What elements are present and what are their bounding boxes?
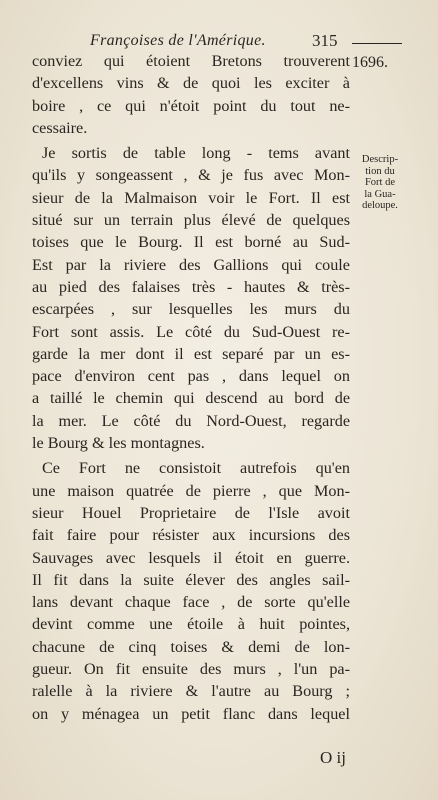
- margin-note-line: tion du: [365, 165, 395, 177]
- text-line: une maison quatrée de pierre , que Mon-: [32, 481, 350, 500]
- text-line: sieur de la Malmaison voir le Fort. Il est: [32, 188, 350, 207]
- text-line: ralelle à la riviere & l'autre au Bourg ;: [32, 682, 350, 701]
- text-line: situé sur un terrain plus élevé de quelques: [32, 211, 350, 230]
- text-line: Fort sont assis. Le côté du Sud-Ouest re-: [32, 322, 350, 341]
- text-line: au pied des falaises très - hautes & très-: [32, 277, 350, 296]
- text-line: sieur Houel Proprietaire de l'Isle avoit: [32, 503, 350, 522]
- header-rule: [352, 43, 402, 44]
- year-margin: 1696.: [352, 54, 388, 71]
- text-line: Il fit dans la suite élever des angles sail-: [32, 570, 350, 589]
- text-line: lans devant chaque face , de sorte qu'elle: [32, 593, 350, 612]
- text-line: pace d'environ cent pas , dans lequel on: [32, 367, 350, 386]
- text-line: fait faire pour résister aux incursions des: [32, 526, 350, 545]
- text-line: Est par la riviere des Gallions qui coule: [32, 255, 350, 274]
- margin-note: [350, 154, 410, 212]
- text-line: on y ménagea un petit flanc dans lequel: [32, 704, 350, 723]
- margin-note-line: Fort de: [364, 177, 396, 188]
- text-line: chacune de cinq toises & demi de lon-: [32, 637, 350, 656]
- text-line: qu'ils y songeassent , & je fus avec Mon-: [32, 166, 350, 185]
- signature-mark: O ij: [320, 748, 346, 767]
- paragraph-1: [32, 50, 350, 139]
- paragraph-3: [32, 457, 350, 725]
- text-line: toises que le Bourg. Il est borné au Sud-: [32, 233, 350, 252]
- text-line: le Bourg & les montagnes.: [32, 434, 205, 453]
- text-line: Je sortis de table long - tems avant: [42, 144, 350, 163]
- text-line: conviez qui étoient Bretons trouverent: [32, 52, 350, 70]
- text-line: la mer. Le côté du Nord-Ouest, regarde: [32, 411, 350, 430]
- text-line: Ce Fort ne consistoit autrefois qu'en: [42, 459, 350, 478]
- running-title: Françoises de l'Amérique.: [90, 32, 266, 49]
- margin-note-line: Descrip-: [361, 154, 399, 165]
- text-line: escarpées , sur lesquelles les murs du: [32, 300, 350, 319]
- text-line: devint comme une étoile à huit pointes,: [32, 615, 350, 634]
- margin-note-line: deloupe.: [362, 200, 398, 211]
- paragraph-2: [32, 142, 350, 454]
- margin-note-line: la Gua-: [364, 188, 396, 200]
- text-line: cessaire.: [32, 118, 88, 137]
- body-text: [32, 50, 350, 725]
- text-line: a taillé le chemin qui descend au bord de: [32, 389, 350, 408]
- text-line: gueur. On fit ensuite des murs , l'un pa-: [32, 660, 350, 679]
- text-line: Sauvages avec lesquels il étoit en guerre.: [32, 548, 350, 567]
- page-number: 315: [312, 31, 338, 50]
- text-line: boire , ce qui n'étoit point du tout ne-: [32, 96, 350, 115]
- text-line: garde la mer dont il est separé par un es-: [32, 344, 350, 363]
- text-line: d'excellens vins & de quoi les exciter à: [32, 74, 350, 93]
